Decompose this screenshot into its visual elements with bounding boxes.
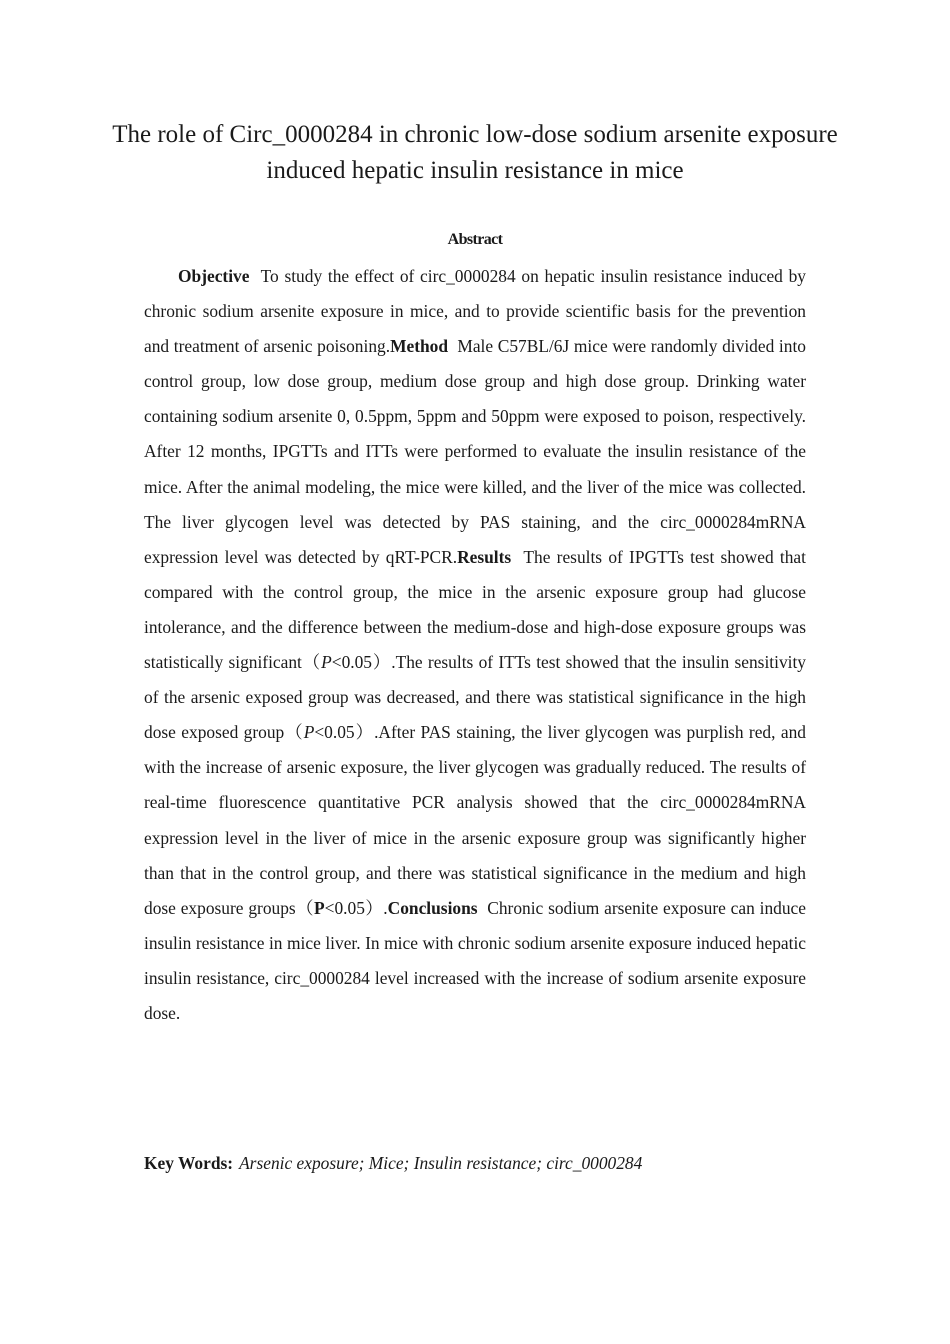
objective-label: Objective	[178, 266, 250, 286]
paper-title: The role of Circ_0000284 in chronic low-dose sodium arsenite exposure induced hepatic insulin resistance in mice	[112, 121, 838, 184]
method-text: Male C57BL/6J mice were randomly divided into control group, low dose group, medium dose group and high dose group. Drinking water containing sodium arsenite 0, 0.5ppm, 5ppm and 50ppm were exposed to poison, respectively. After 12 months, IPGTTs and ITTs were performed to evaluate the insulin resistance of the mice. After the animal modeling, the mice were killed, and the liver of the mice was collected. The liver glycogen level was detected by PAS staining, and the circ_0000284mRNA expression level was detected by qRT-PCR.	[144, 336, 806, 567]
results-text-4: .	[383, 897, 388, 918]
results-label: Results	[457, 546, 512, 567]
conclusions-label: Conclusions	[387, 897, 478, 918]
results-text-1: The results of IPGTTs test showed that compared with the control group, the mice in the arsenic exposure group had glucose intolerance, and the difference between the medium-dose and high-dose exposure groups was statistically significant（	[144, 546, 806, 673]
p-value-2: <0.05）	[314, 722, 375, 743]
abstract-body	[144, 259, 806, 1031]
p-value-3: <0.05）	[324, 897, 384, 918]
abstract-heading: Abstract	[447, 231, 503, 248]
method-label: Method	[390, 336, 449, 357]
p-value-1: <0.05）	[331, 652, 392, 673]
results-text-2: .The results of ITTs test showed that the insulin sensitivity of the arsenic exposed group was decreased, and there was statistical significance in the high dose exposed group（	[144, 652, 807, 743]
keywords-line	[144, 1146, 844, 1181]
p-symbol-1: P	[321, 652, 332, 673]
p-symbol-3: P	[314, 897, 325, 918]
keywords-label: Key Words:	[144, 1153, 234, 1173]
keywords-values: Arsenic exposure; Mice; Insulin resistance; circ_0000284	[239, 1153, 643, 1173]
p-symbol-2: P	[303, 722, 315, 743]
conclusions-text: Chronic sodium arsenite exposure can induce insulin resistance in mice liver. In mice with chronic sodium arsenite exposure induced hepatic insulin resistance, circ_0000284 level increased with the increase of sodium arsenite exposure dose.	[144, 897, 806, 1023]
objective-text: To study the effect of circ_0000284 on hepatic insulin resistance induced by chronic sodium arsenite exposure in mice, and to provide scientific basis for the prevention and treatment of arsenic poisoning.	[144, 266, 806, 357]
results-text-3: .After PAS staining, the liver glycogen was purplish red, and with the increase of arsenic exposure, the liver glycogen was gradually reduced. The results of real-time fluorescence quantitative PCR analysis showed that the circ_0000284mRNA expression level in the liver of mice in the arsenic exposure group was significantly higher than that in the control group, and there was statistical significance in the medium and high dose exposure groups（	[144, 722, 806, 918]
